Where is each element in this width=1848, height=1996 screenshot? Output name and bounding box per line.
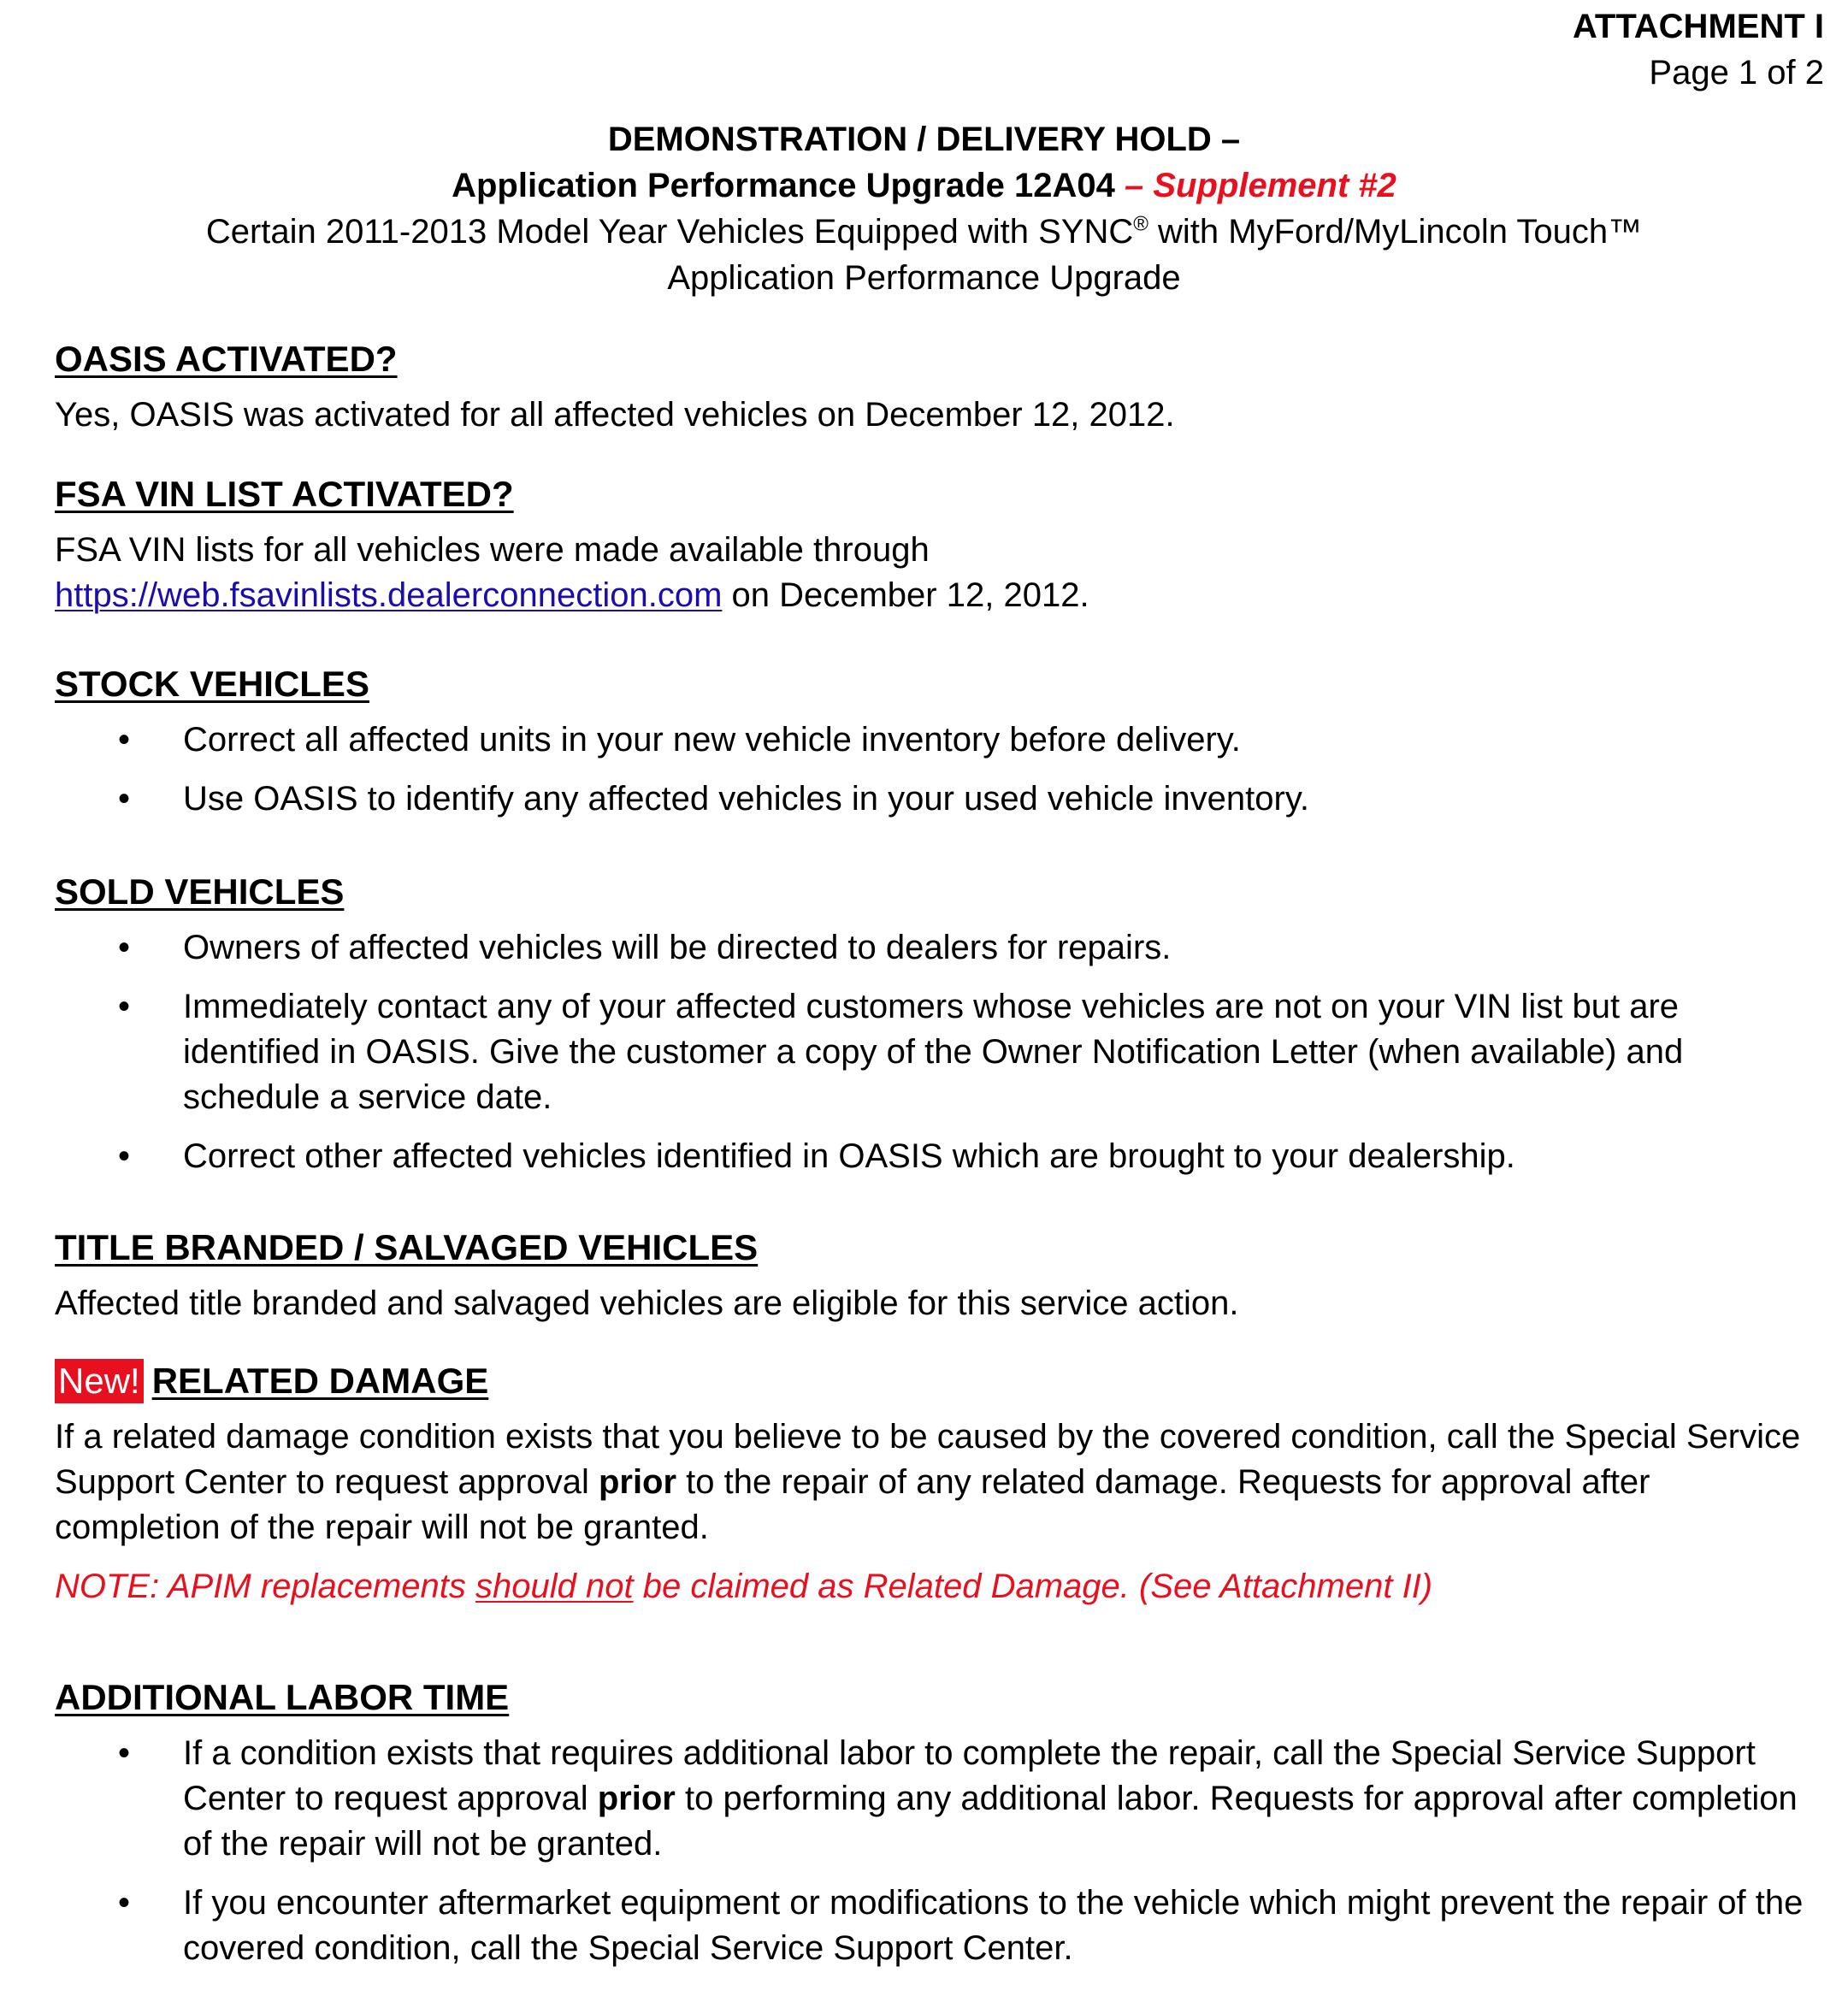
note-a: NOTE: APIM replacements xyxy=(55,1568,475,1605)
attachment-label: ATTACHMENT I xyxy=(1572,8,1824,45)
registered-mark: ® xyxy=(1133,212,1148,236)
title-line-3 xyxy=(51,209,1797,255)
labor-heading: ADDITIONAL LABOR TIME xyxy=(55,1677,510,1717)
sold-bullet-3: Correct other affected vehicles identified in OASIS which are brought to your dealership. xyxy=(183,1137,1515,1175)
bullet-icon: • xyxy=(118,929,131,966)
related-note xyxy=(55,1564,1822,1609)
bullet-icon: • xyxy=(118,988,131,1025)
related-heading: RELATED DAMAGE xyxy=(151,1361,489,1401)
list-item xyxy=(55,1881,1822,1971)
related-text-a: If a related damage condition exists that you believe to be caused by the covered condition, call the Special Service Support Center to request approval xyxy=(55,1418,1801,1501)
supplement-label: – Supplement #2 xyxy=(1114,167,1396,204)
title-branded-heading: TITLE BRANDED / SALVAGED VEHICLES xyxy=(55,1227,759,1267)
fsa-text-2: on December 12, 2012. xyxy=(722,576,1089,614)
bullet-icon: • xyxy=(118,1884,131,1922)
labor-bullet-1a: If a condition exists that requires additional labor to complete the repair, call the Special Service Support Center to request approval xyxy=(183,1734,1756,1817)
oasis-text: Yes, OASIS was activated for all affected vehicles on December 12, 2012. xyxy=(55,396,1175,434)
section-labor xyxy=(55,1674,1822,1985)
fsa-text xyxy=(55,528,1822,618)
sold-heading: SOLD VEHICLES xyxy=(55,871,345,912)
section-related-damage xyxy=(55,1358,1822,1609)
section-stock xyxy=(55,661,1822,836)
related-text xyxy=(55,1414,1822,1550)
sold-bullet-1: Owners of affected vehicles will be directed to dealers for repairs. xyxy=(183,929,1172,966)
list-item xyxy=(55,717,1822,763)
section-sold xyxy=(55,869,1822,1193)
title-line-4: Application Performance Upgrade xyxy=(667,259,1181,297)
stock-heading: STOCK VEHICLES xyxy=(55,664,369,704)
title-main: Application Performance Upgrade 12A04 xyxy=(452,167,1115,204)
bullet-icon: • xyxy=(118,780,131,818)
note-underlined: should not xyxy=(475,1568,634,1605)
title-line-3-part2: with MyFord/MyLincoln Touch™ xyxy=(1148,213,1643,251)
fsa-text-1: FSA VIN lists for all vehicles were made available through xyxy=(55,531,930,569)
sold-bullet-2: Immediately contact any of your affected customers whose vehicles are not on your VIN list but are identified in OASIS. Give the customer a copy of the Owner Notification Letter (when available) and schedule a service date. xyxy=(183,988,1684,1116)
page-number: Page 1 of 2 xyxy=(1649,54,1824,92)
list-item xyxy=(55,984,1822,1120)
labor-bullet-2: If you encounter aftermarket equipment or modifications to the vehicle which might prevent the repair of the covered condition, call the Special Service Support Center. xyxy=(183,1884,1804,1967)
document-title xyxy=(51,116,1797,301)
bullet-icon: • xyxy=(118,721,131,759)
section-title-branded xyxy=(55,1225,1822,1326)
labor-list xyxy=(55,1731,1822,1971)
oasis-heading: OASIS ACTIVATED? xyxy=(55,339,398,379)
labor-bullet-1b: to performing any additional labor. Requests for approval after completion of the repair will not be granted. xyxy=(183,1780,1798,1863)
related-text-bold: prior xyxy=(598,1463,677,1501)
fsa-heading: FSA VIN LIST ACTIVATED? xyxy=(55,474,514,514)
fsa-vin-link[interactable]: https://web.fsavinlists.dealerconnection.com xyxy=(55,576,723,614)
section-oasis xyxy=(55,336,1822,438)
list-item xyxy=(55,777,1822,822)
new-badge: New! xyxy=(55,1359,144,1403)
list-item xyxy=(55,1731,1822,1867)
note-b: be claimed as Related Damage. (See Attachment II) xyxy=(633,1568,1433,1605)
section-fsa xyxy=(55,471,1822,618)
stock-list xyxy=(55,717,1822,822)
list-item xyxy=(55,1134,1822,1179)
stock-bullet-2: Use OASIS to identify any affected vehicles in your used vehicle inventory. xyxy=(183,780,1309,818)
sold-list xyxy=(55,925,1822,1179)
bullet-icon: • xyxy=(118,1137,131,1175)
title-branded-text: Affected title branded and salvaged vehicles are eligible for this service action. xyxy=(55,1284,1239,1322)
related-text-b: to the repair of any related damage. Requests for approval after completion of the repair will not be granted. xyxy=(55,1463,1650,1546)
bullet-icon: • xyxy=(118,1734,131,1772)
title-line-3-part1: Certain 2011-2013 Model Year Vehicles Equipped with SYNC xyxy=(205,213,1134,251)
stock-bullet-1: Correct all affected units in your new vehicle inventory before delivery. xyxy=(183,721,1241,759)
title-line-1: DEMONSTRATION / DELIVERY HOLD – xyxy=(607,121,1241,158)
labor-bullet-1-bold: prior xyxy=(597,1780,676,1817)
attachment-header xyxy=(1573,3,1824,96)
title-line-2 xyxy=(51,162,1797,209)
list-item xyxy=(55,925,1822,971)
related-heading-row xyxy=(55,1358,1822,1404)
